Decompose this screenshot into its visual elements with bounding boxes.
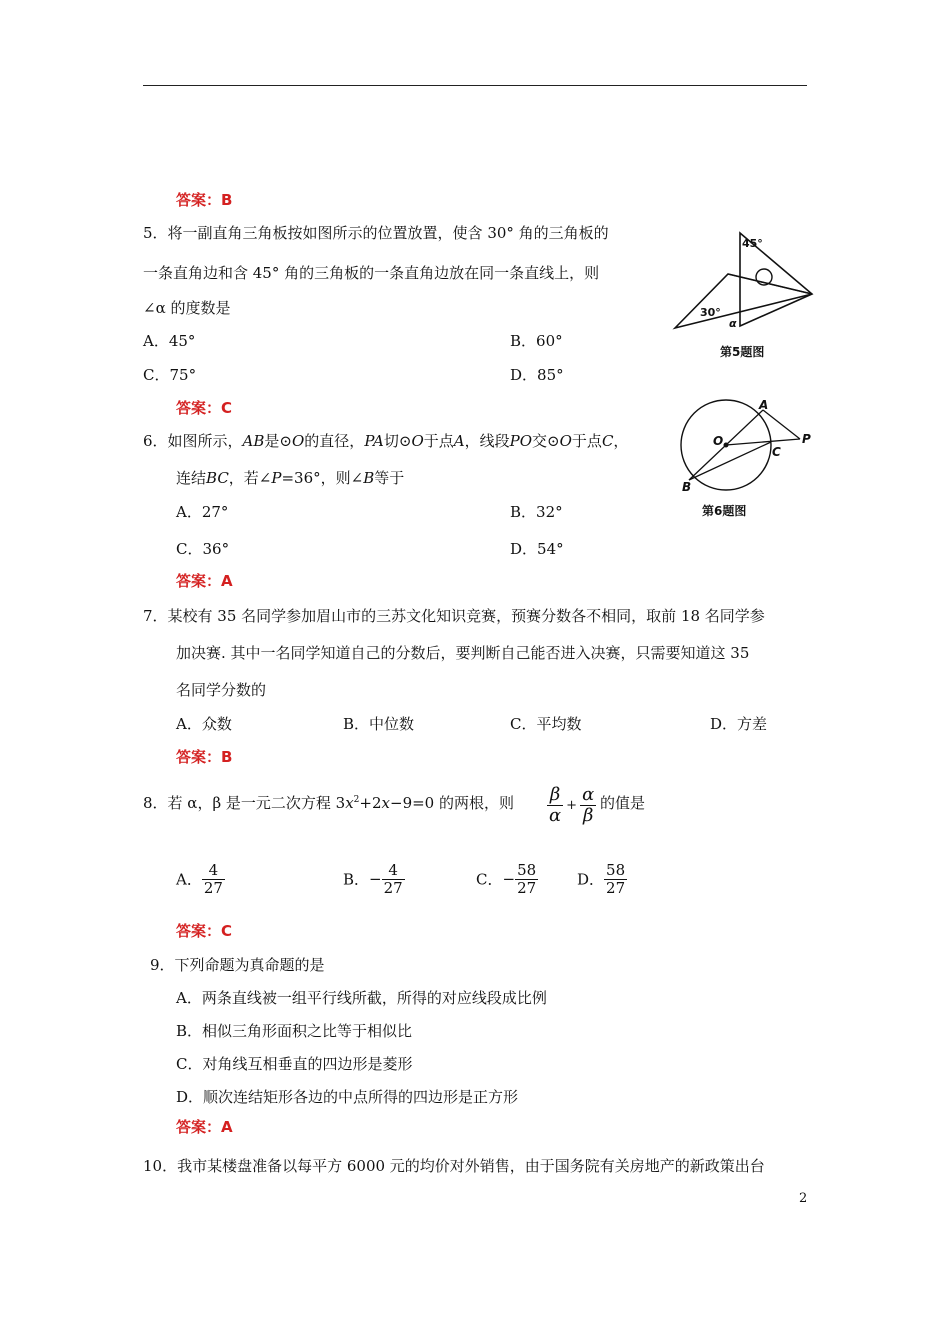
- header-rule: [143, 85, 807, 86]
- q6-tangent-pa: [763, 410, 800, 439]
- q6-figure: [668, 395, 818, 525]
- q7-line2: 加决赛. 其中一名同学知道自己的分数后，要判断自己能否进入决赛，只需要知道这 35: [176, 644, 750, 662]
- q6-label-b: B: [682, 480, 692, 494]
- q10-line1: 10．我市某楼盘准备以每平方 6000 元的均价对外销售，由于国务院有关房地产的新政策出台: [143, 1157, 765, 1175]
- q7-option-a: A．众数: [176, 715, 232, 733]
- q5-caption: 第5题图: [720, 345, 765, 359]
- q5-line3: ∠α 的度数是: [143, 299, 231, 317]
- q8-option-a: A． $\frac{4}{27}$: [176, 861, 223, 897]
- q5-option-c: C．75°: [143, 366, 197, 384]
- answer-q8: 答案：C: [176, 922, 233, 940]
- q8-option-c: C．− $\frac{58}{27}$: [476, 861, 537, 897]
- q5-figure: [670, 228, 820, 363]
- q9-option-a: A．两条直线被一组平行线所截，所得的对应线段成比例: [176, 989, 547, 1007]
- q6-label-p: P: [802, 432, 811, 446]
- q6-label-c: C: [772, 445, 781, 459]
- q7-option-d: D．方差: [710, 715, 768, 733]
- q8-expression: $\frac{\beta}{\alpha}$ + $\frac{\alpha}{\beta}$: [549, 784, 595, 826]
- q5-line2: 一条直角边和含 45° 角的三角板的一条直角边放在同一条直线上，则: [143, 264, 600, 282]
- q5-label-45: 45°: [742, 237, 763, 250]
- q7-line1: 7．某校有 35 名同学参加眉山市的三苏文化知识竞赛，预赛分数各不相同，取前 18 名同学参: [143, 607, 765, 625]
- q6-center-dot: [724, 443, 729, 448]
- q6-option-c: C．36°: [176, 540, 230, 558]
- q7-option-c: C．平均数: [510, 715, 582, 733]
- q6-option-a: A．27°: [176, 503, 229, 521]
- answer-q5: 答案：C: [176, 399, 233, 417]
- q8-option-d: D． $\frac{58}{27}$: [577, 861, 626, 897]
- answer-q7: 答案：B: [176, 748, 233, 766]
- q6-line1: 6．如图所示，AB是⊙O的直径，PA切⊙O于点A，线段PO交⊙O于点C，: [143, 432, 629, 450]
- q9-option-d: D．顺次连结矩形各边的中点所得的四边形是正方形: [176, 1088, 519, 1106]
- q5-label-alpha: α: [729, 317, 737, 330]
- q6-segment-bc: [689, 442, 771, 480]
- q7-option-b: B．中位数: [343, 715, 415, 733]
- q5-option-a: A．45°: [143, 332, 196, 350]
- q9-option-b: B．相似三角形面积之比等于相似比: [176, 1022, 413, 1040]
- q5-option-d: D．85°: [510, 366, 564, 384]
- q6-line2: 连结BC，若∠P=36°，则∠B等于: [176, 469, 405, 487]
- q5-triangle-30: [675, 274, 812, 328]
- q6-segment-po: [726, 439, 800, 445]
- page-number: 2: [799, 1191, 808, 1206]
- q6-caption: 第6题图: [702, 504, 747, 518]
- q5-option-b: B．60°: [510, 332, 563, 350]
- q8-option-b: B．− $\frac{4}{27}$: [343, 861, 403, 897]
- q8-stem-end: 的值是: [600, 794, 646, 812]
- q7-line3: 名同学分数的: [176, 681, 267, 699]
- answer-q9: 答案：A: [176, 1118, 233, 1136]
- answer-q4: 答案：B: [176, 191, 233, 209]
- q6-option-d: D．54°: [510, 540, 564, 558]
- q5-label-30: 30°: [700, 306, 721, 319]
- q9-stem: 9．下列命题为真命题的是: [150, 956, 325, 974]
- q5-line1: 5．将一副直角三角板按如图所示的位置放置，使含 30° 角的三角板的: [143, 224, 609, 242]
- q6-label-a: A: [759, 398, 769, 412]
- q9-option-c: C．对角线互相垂直的四边形是菱形: [176, 1055, 413, 1073]
- answer-q6: 答案：A: [176, 572, 233, 590]
- q8-stem: 8．若 α，β 是一元二次方程 $3x^2+2x-9=0$ 的两根，则: [143, 794, 514, 812]
- q6-option-b: B．32°: [510, 503, 563, 521]
- q6-label-o: O: [713, 434, 724, 448]
